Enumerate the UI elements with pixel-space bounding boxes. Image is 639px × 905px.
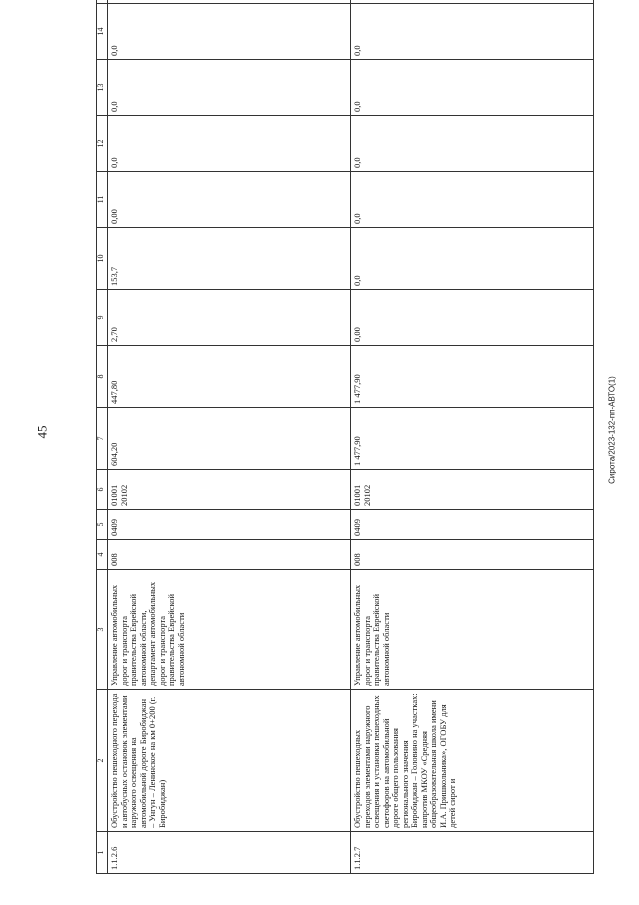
col-header: 6 bbox=[97, 470, 108, 510]
row-csr: 01001 20102 bbox=[351, 470, 594, 510]
col-header: 5 bbox=[97, 510, 108, 540]
table-row bbox=[108, 0, 351, 874]
row-grbs: 008 bbox=[108, 540, 351, 570]
col-header: 7 bbox=[97, 408, 108, 470]
header-row bbox=[97, 0, 108, 874]
row-code: 1.1.2.7 bbox=[351, 832, 594, 874]
row-csr: 01001 20102 bbox=[108, 470, 351, 510]
row-executor: Управление автомобильных дорог и транспорта правительства Еврейской автономной области, департамент автомобильных дорог и транспорта правительства Еврейской автономной области bbox=[108, 570, 351, 690]
row-value-7: 1 477,90 bbox=[351, 408, 594, 470]
col-header: 8 bbox=[97, 346, 108, 408]
row-value-15 bbox=[108, 0, 351, 4]
col-header: 9 bbox=[97, 290, 108, 346]
row-value-12: 0,0 bbox=[351, 116, 594, 172]
row-value-8: 447,80 bbox=[108, 346, 351, 408]
row-value-15 bbox=[351, 0, 594, 4]
col-header: 11 bbox=[97, 172, 108, 228]
col-header: 12 bbox=[97, 116, 108, 172]
page-number: 45 bbox=[34, 425, 50, 439]
row-value-13: 0,0 bbox=[108, 60, 351, 116]
col-header: 3 bbox=[97, 570, 108, 690]
row-value-8: 1 477,90 bbox=[351, 346, 594, 408]
col-header: 2 bbox=[97, 690, 108, 832]
row-value-7: 604,20 bbox=[108, 408, 351, 470]
document-stamp: Сирота/2023-132-пп-АВТО(1) bbox=[607, 376, 617, 484]
row-code: 1.1.2.6 bbox=[108, 832, 351, 874]
col-header: 13 bbox=[97, 60, 108, 116]
row-value-14: 0,0 bbox=[108, 4, 351, 60]
budget-table bbox=[96, 0, 594, 874]
row-executor: Управление автомобильных дорог и транспорта правительства Еврейской автономной области bbox=[351, 570, 594, 690]
rotated-table-frame bbox=[96, 27, 594, 874]
row-value-9: 0,00 bbox=[351, 290, 594, 346]
col-header: 1 bbox=[97, 832, 108, 874]
col-header: 4 bbox=[97, 540, 108, 570]
row-rzpr: 0409 bbox=[108, 510, 351, 540]
row-value-9: 2,70 bbox=[108, 290, 351, 346]
row-value-10: 153,7 bbox=[108, 228, 351, 290]
col-header: 10 bbox=[97, 228, 108, 290]
row-name: Обустройство пешеходных переходов элементами наружного освещения и установки пешеходных светофоров на автомобильной дороге общего пользования регионального значения Биробиджан – Головино на участках: напротив МКОУ «Средняя общеобразовательная школа имени И.А. Пришкольника», ОГОБУ для детей сирот и bbox=[351, 690, 594, 832]
table-container bbox=[96, 27, 594, 874]
row-value-11: 0,0 bbox=[351, 172, 594, 228]
row-value-12: 0,0 bbox=[108, 116, 351, 172]
row-grbs: 008 bbox=[351, 540, 594, 570]
row-name: Обустройство пешеходного перехода и автобусных остановок элементами наружного освещения на автомобильной дороге Биробиджан – Унгун – Ленинское на км 0+200 (г. Биробиджан) bbox=[108, 690, 351, 832]
row-value-11: 0,00 bbox=[108, 172, 351, 228]
row-rzpr: 0409 bbox=[351, 510, 594, 540]
table-row bbox=[351, 0, 594, 874]
row-value-13: 0,0 bbox=[351, 60, 594, 116]
col-header bbox=[97, 0, 108, 4]
row-value-10: 0,0 bbox=[351, 228, 594, 290]
col-header: 14 bbox=[97, 4, 108, 60]
row-value-14: 0,0 bbox=[351, 4, 594, 60]
